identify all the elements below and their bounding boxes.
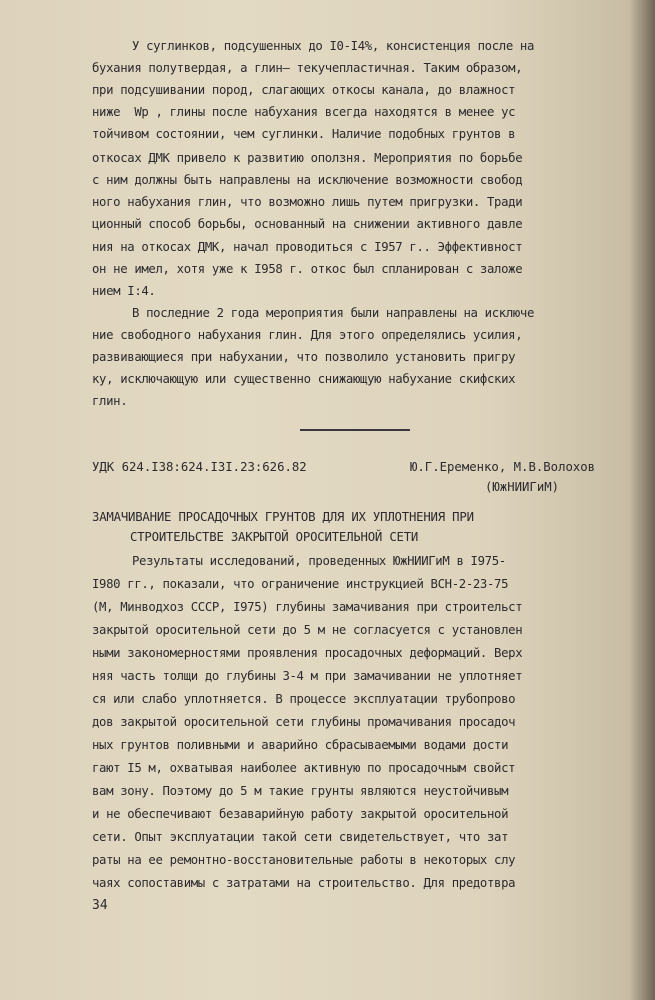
- author-institution: (ЮжНИИГиМ): [485, 480, 560, 494]
- text-line: ние свободного набухания глин. Для этого определялись усилия,: [92, 328, 523, 342]
- text-line: вам зону. Поэтому до 5 м такие грунты являются неустойчивым: [92, 784, 509, 798]
- text-line: няя часть толщи до глубины 3-4 м при замачивании не уплотняет: [92, 669, 523, 683]
- text-line: бухания полутвердая, а глин— текучепластичная. Таким образом,: [92, 61, 523, 75]
- text-line: закрытой оросительной сети до 5 м не согласуется с установлен: [92, 623, 523, 637]
- text-line: при подсушивании пород, слагающих откосы канала, до влажност: [92, 83, 516, 97]
- text-line: ных грунтов поливными и аварийно сбрасываемыми водами дости: [92, 738, 509, 752]
- text-line: ниже Wp , глины после набухания всегда находятся в менее ус: [92, 105, 516, 119]
- text-line: ционный способ борьбы, основанный на снижении активного давле: [92, 217, 523, 231]
- text-line: (М, Минводхоз СССР, I975) глубины замачивания при строительст: [92, 600, 523, 614]
- text-line: ся или слабо уплотняется. В процессе эксплуатации трубопрово: [92, 692, 516, 706]
- text-line: развивающиеся при набухании, что позволило установить пригру: [92, 350, 516, 364]
- text-line: гают I5 м, охватывая наиболее активную по просадочным свойст: [92, 761, 516, 775]
- article-title-line-1: ЗАМАЧИВАНИЕ ПРОСАДОЧНЫХ ГРУНТОВ ДЛЯ ИХ УПЛОТНЕНИЯ ПРИ: [92, 510, 474, 524]
- text-line: нием I:4.: [92, 284, 156, 298]
- page-number: 34: [92, 898, 108, 913]
- text-line: раты на ее ремонтно-восстановительные работы в некоторых слу: [92, 853, 516, 867]
- text-line: У суглинков, подсушенных до I0-I4%, консистенция после на: [132, 39, 535, 53]
- section-divider: [300, 429, 410, 431]
- text-line: ного набухания глин, что возможно лишь путем пригрузки. Тради: [92, 195, 523, 209]
- text-line: ния на откосах ДМК, начал проводиться с I957 г.. Эффективност: [92, 240, 523, 254]
- text-line: дов закрытой оросительной сети глубины промачивания просадоч: [92, 715, 516, 729]
- text-line: I980 гг., показали, что ограничение инструкцией ВСН-2-23-75: [92, 577, 509, 591]
- text-line: он не имел, хотя уже к I958 г. откос был спланирован с заложе: [92, 262, 523, 276]
- text-line: ными закономерностями проявления просадочных деформаций. Верх: [92, 646, 523, 660]
- text-line: сети. Опыт эксплуатации такой сети свидетельствует, что зат: [92, 830, 509, 844]
- text-line: с ним должны быть направлены на исключение возможности свобод: [92, 173, 523, 187]
- article-authors: Ю.Г.Еременко, М.В.Волохов: [410, 460, 596, 474]
- text-line: Результаты исследований, проведенных ЮжНИИГиМ в I975-: [132, 554, 506, 568]
- text-line: откосах ДМК привело к развитию оползня. Мероприятия по борьбе: [92, 151, 523, 165]
- text-line: ку, исключающую или существенно снижающую набухание скифских: [92, 372, 516, 386]
- text-line: В последние 2 года мероприятия были направлены на исключе: [132, 306, 535, 320]
- text-line: и не обеспечивают безаварийную работу закрытой оросительной: [92, 807, 509, 821]
- text-line: глин.: [92, 394, 128, 408]
- text-line: чаях сопоставимы с затратами на строительство. Для предотвра: [92, 876, 516, 890]
- text-line: тойчивом состоянии, чем суглинки. Наличие подобных грунтов в: [92, 127, 516, 141]
- udc-code: УДК 624.I38:624.I3I.23:626.82: [92, 460, 307, 474]
- article-title-line-2: СТРОИТЕЛЬСТВЕ ЗАКРЫТОЙ ОРОСИТЕЛЬНОЙ СЕТИ: [130, 530, 419, 544]
